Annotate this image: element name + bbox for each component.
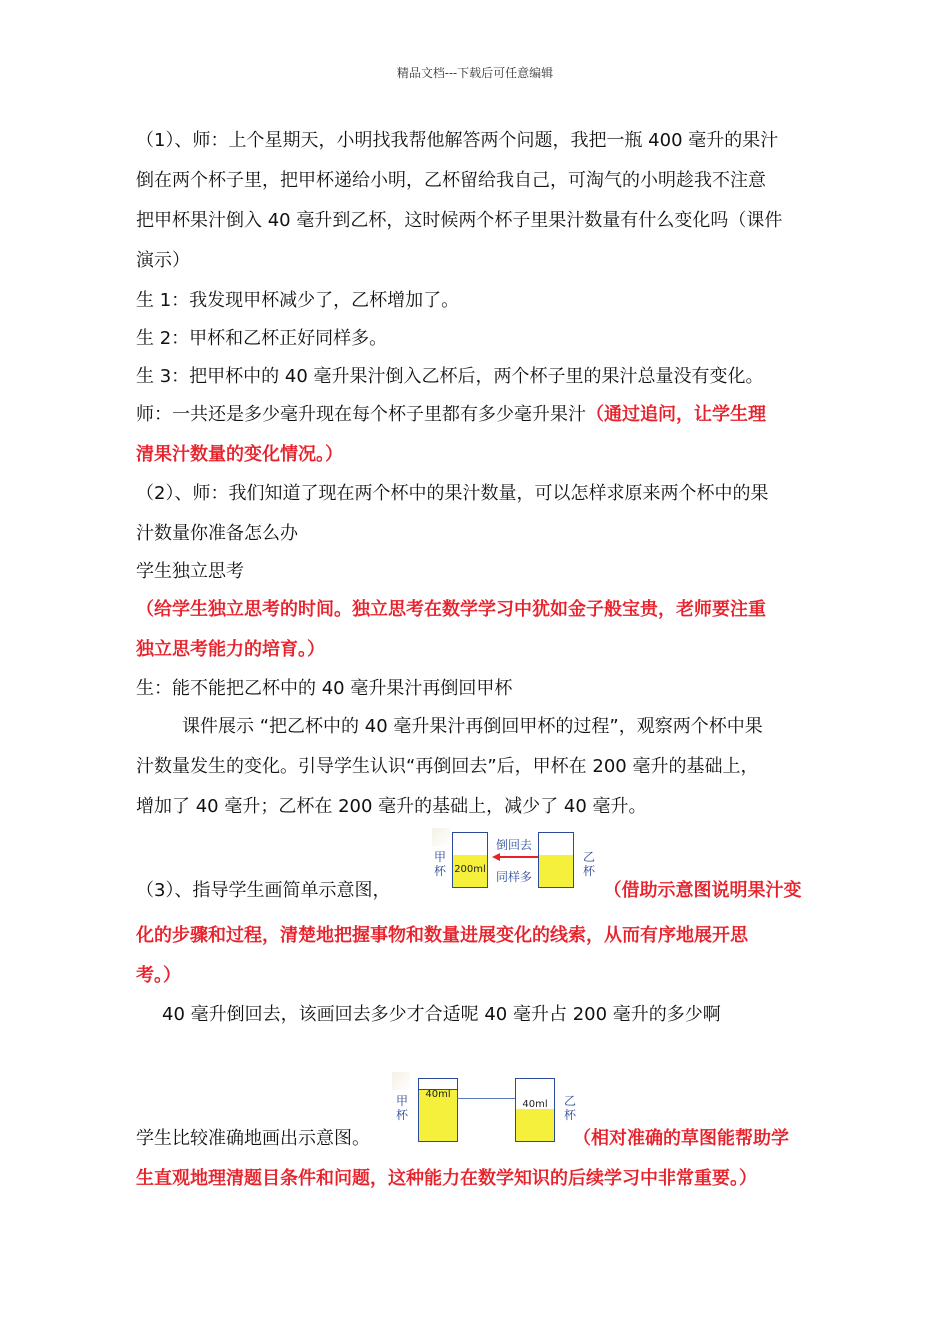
para-2-line-1: （2）、师：我们知道了现在两个杯中的果汁数量，可以怎样求原来两个杯中的果 [136,483,769,504]
demo-line-1: 课件展示 “把乙杯中的 40 毫升果汁再倒回甲杯的过程”，观察两个杯中果 [182,716,763,737]
para-3-note-3: 考。） [136,965,181,986]
cup-a-volume: 200ml [454,864,486,875]
student-1: 生 1：我发现甲杯减少了，乙杯增加了。 [136,290,460,311]
para-1-line-3: 把甲杯果汁倒入 40 毫升到乙杯，这时候两个杯子里果汁数量有什么变化吗（课件 [136,210,783,231]
cup-a-volume: 40ml [425,1089,451,1100]
para-4-note-1: （相对准确的草图能帮助学 [582,1128,789,1149]
para-4-text: 学生比较准确地画出示意图。 [136,1128,370,1149]
teacher-question [136,400,766,426]
pour-arrow-icon [492,852,542,862]
demo-line-3: 增加了 40 毫升；乙杯在 200 毫升的基础上，减少了 40 毫升。 [136,796,647,817]
cup-a-label: 甲杯 [396,1094,409,1122]
cup-b-label: 乙杯 [564,1094,577,1122]
student-2: 生 2：甲杯和乙杯正好同样多。 [136,328,388,349]
para-2-line-2: 汁数量你准备怎么办 [136,523,298,544]
para-1-line-1: （1）、师：上个星期天，小明找我帮他解答两个问题，我把一瓶 400 毫升的果汁 [136,130,779,151]
demo-line-2: 汁数量发生的变化。引导学生认识“再倒回去”后，甲杯在 200 毫升的基础上， [136,756,759,777]
cup-b-volume: 40ml [522,1099,548,1110]
para-3-text: （3）、指导学生画简单示意图， [136,880,391,901]
teacher-note-2: 清果汁数量的变化情况。） [136,444,343,465]
student-4: 生：能不能把乙杯中的 40 毫升果汁再倒回甲杯 [136,678,513,699]
para-3-line-1 [136,876,801,902]
para-3-note-1: （借助示意图说明果汁变 [612,880,802,901]
para-1-line-2: 倒在两个杯子里，把甲杯递给小明，乙杯留给我自己，可淘气的小明趁我不注意 [136,170,766,191]
independent-thinking: 学生独立思考 [136,561,244,582]
equal-amount-text: 同样多 [496,870,533,884]
student-3: 生 3：把甲杯中的 40 毫升果汁倒入乙杯后，两个杯子里的果汁总量没有变化。 [136,366,764,387]
para-4-note-2: 生直观地理清题目条件和问题，这种能力在数学知识的后续学习中非常重要。） [136,1168,757,1189]
level-line [457,1098,515,1099]
para-1-line-4: 演示） [136,250,190,271]
para-3-note-2: 化的步骤和过程，清楚地把握事物和数量进展变化的线索，从而有序地展开思 [136,925,748,946]
pour-back-text: 倒回去 [496,838,533,852]
page-header: 精品文档---下载后可任意编辑 [396,66,554,80]
teacher-question-text: 师：一共还是多少毫升现在每个杯子里都有多少毫升果汁 [136,404,586,425]
teacher-note-1: （通过追问，让学生理 [586,404,766,425]
question-line: 40 毫升倒回去，该画回去多少才合适呢 40 毫升占 200 毫升的多少啊 [162,1004,721,1025]
para-4-line-1 [136,1124,789,1150]
thinking-note-1: （给学生独立思考的时间。独立思考在数学学习中犹如金子般宝贵，老师要注重 [136,599,766,620]
cup-b-label: 乙杯 [583,850,596,878]
cup-a-label: 甲杯 [434,850,447,878]
corner-decoration [432,828,450,846]
thinking-note-2: 独立思考能力的培育。） [136,639,325,660]
corner-decoration [392,1072,410,1090]
